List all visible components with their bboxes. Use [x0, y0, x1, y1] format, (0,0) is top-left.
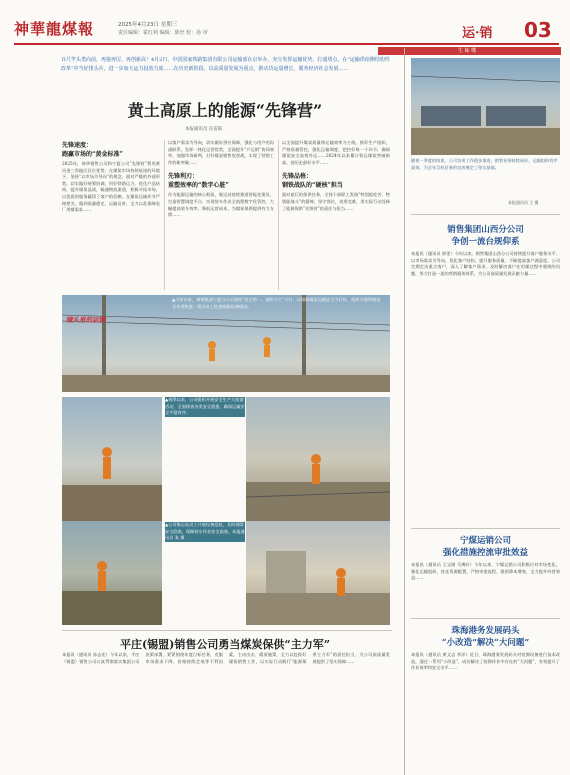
- newspaper-logo: 神華龍煤報: [14, 20, 95, 38]
- column-divider: [404, 48, 405, 775]
- photo-caption: ▲春季以来，公司组织开展安全生产大检查活动，全面排查各类安全隐患，确保运输安全平稳有序。: [165, 397, 245, 415]
- main-column-3: [282, 140, 390, 212]
- article-text: 本报讯（通讯员 黄文志 李洋）近日，珠海港务发展码头对装卸设备进行技术改造，通过一系列“小改造”，成功解决了装卸作业中存在的“大问题”，有效提升了作业效率和安全水平……: [411, 652, 560, 671]
- column-divider: [164, 140, 165, 290]
- section-banner-label: 生 姊 喋: [457, 48, 477, 54]
- article-subtitle: “小改造”解决“大问题”: [441, 638, 530, 648]
- issue-date: 2025年4月23日 星期三: [118, 22, 178, 28]
- article-text: 2025年，神华销售公司和宁夏公司“先锋营”利用黄河金三角地区区位优势，在煤炭市场持续低迷的环境下，坚持“以市场为导向”的理念，面对严峻的外部形势，切实做好统筹协调，用好铁路运力，优化产品结构，提升煤炭品质，畅通物流渠道，积极开拓市场，以优质的服务赢得了客户的信赖。在煤炭运输环节严格把关，做到质量稳定，运输及时，全力以赴保障电厂用煤需求……: [62, 161, 160, 213]
- section-name: 运·销: [462, 26, 493, 41]
- main-column-1: [62, 140, 160, 214]
- article-text: 本报讯（通讯员 王宝刚 马博轩）今年以来，宁煤运销公司积极应对市场变化，强化运输组织，优化资源配置，严格审批流程，狠抓降本增效，全力提升经营效益……: [411, 562, 560, 581]
- bottom-article-body: [62, 652, 390, 665]
- right-article-2: [411, 534, 560, 582]
- section-rule: [411, 214, 560, 215]
- article-text: 本报讯（通讯员 孙志宏）今年以来，平庄（锡盟）销售公司认真贯彻落实集团公司决策部署，紧紧围绕年度目标任务，克服市场需求下降、价格持续走低等不利因素，主动出击、精准施策，全力以赴抓好煤炭销售工作，以实际行动践行“能源保供主力军”的责任担当，为公司高质量发展提供了坚实保障……: [62, 652, 390, 664]
- photo-caption: 随着一季度的结束，公司各项工作稳步推进，销售业绩持续向好，运输组织有序高效，为全年目标任务的完成奠定了坚实基础。: [411, 158, 558, 170]
- train-yard-illustration: [411, 58, 560, 155]
- section-rule: [62, 630, 392, 631]
- main-column-2: [168, 140, 274, 219]
- photo-credit: 本报通讯员 王 摄: [508, 200, 539, 205]
- masthead-rule: [14, 43, 559, 45]
- track-work-illustration: [246, 397, 390, 521]
- subhead-speed: 先锋速度： 跑赢市场的“黄金标准”: [62, 142, 123, 158]
- photo-inspection: [62, 397, 162, 521]
- equipment-check-illustration: [62, 521, 162, 625]
- article-text: 以全面提升煤炭质量和运输效率为主线，抓好生产组织，严格质量管控，强化运输调度，把控好每一个环节，确保煤炭安全高效外运……2024年以来累计装运煤炭突破新高，创历史最好水平……: [282, 140, 390, 165]
- subhead-character: 先锋品格： 钢铁战队的“硬核”担当: [282, 173, 343, 190]
- bottom-headline: 平庄(锡盟)销售公司勇当煤炭保供“主力军”: [119, 638, 331, 651]
- photo-train-yard: [411, 58, 560, 155]
- photo-caption: ▲公司集运站员工开展设备巡检，及时消除安全隐患，保障装车作业安全高效。本报通讯员 张 摄: [165, 522, 245, 540]
- photo-caption: ▲今年以来，神销集团宁夏分公司坚持“安全第一、预防为主”方针，以保障煤炭运输安全为目标，组织开展铁路安全专项检查。图为员工检查线路设备情况。: [172, 297, 381, 309]
- masthead: [0, 0, 570, 48]
- article-text: 作为能源运输的核心枢纽，集运站持续推进智能化建设，打造智慧调度平台，实现装车作业全流程数字化管控，大幅提高装车效率，降低运营成本，为煤炭保供提供有力支撑……: [168, 192, 274, 218]
- main-byline: 本报通讯员 任雷阳: [185, 127, 223, 132]
- photo-track-work: [246, 397, 390, 521]
- photo-equipment-check: [62, 521, 162, 625]
- right-article-3: [411, 624, 560, 672]
- photo-loading-station: [246, 521, 390, 625]
- article-text: 以客户需求为导向，切实做好供应保障，强化与用户的沟通联系，发挥一体化运营优势，全面提升“产运销”协同效率，加强市场研判，打好煤炭销售攻坚战，实现了营销工作的新突破……: [168, 140, 274, 165]
- section-rule: [411, 618, 560, 619]
- right-article-1: [411, 223, 560, 277]
- column-divider: [278, 140, 279, 290]
- editor-line: 责任编辑：霍红利 编辑：陈丝 校：孙 审: [118, 30, 208, 36]
- loading-station-illustration: [246, 521, 390, 625]
- subhead-efficiency: 先锋利刃： 重塑效率的“数字心脏”: [168, 173, 229, 190]
- page-number: 03: [524, 18, 552, 42]
- lead-paragraph: 百尺竿头勇向前，再接再厉，再创新高！4月2日，中国国家铁路集团有限公司运输部在京举办，充分发挥运输优势，打通堵点，在“运输供给侧结构性改革”中当好排头兵，进一步加大运力投放力度……在历史新阶段、以高质量发展为重点，推动货运量增长，服务经济社会发展……: [61, 57, 390, 72]
- main-headline: 黄土高原上的能源“先锋营”: [127, 101, 323, 120]
- photo-section-tag: 镜头里的运销: [66, 316, 105, 324]
- article-text: 面对艰巨的保供任务，全体干部职工发扬“特别能吃苦、特别能战斗”的精神，坚守岗位，攻坚克难，用实际行动诠释了能源保供“先锋营”的责任与担当……: [282, 192, 390, 211]
- article-text: 本报讯（通讯员 郭雯）今年以来，销售集团山西分公司持续提升客户服务水平，以市场需求为导向，优化客户结构，提升服务质量，不断提高客户满意度。公司定期走访重点客户，深入了解客户需求，及时解决客户在用煤过程中遇到的问题，努力打造一流的营销服务体系，为公司高质量发展贡献力量……: [411, 251, 560, 276]
- article-title: 珠海港务发展码头: [451, 626, 520, 636]
- article-title: 销售集团山西分公司: [447, 225, 524, 235]
- inspection-illustration: [62, 397, 162, 521]
- article-subtitle: 强化措施控流审批效益: [442, 548, 528, 558]
- article-title: 宁煤运销公司: [459, 536, 511, 546]
- section-rule: [411, 528, 560, 529]
- article-subtitle: 争创一流台规仰系: [451, 237, 520, 247]
